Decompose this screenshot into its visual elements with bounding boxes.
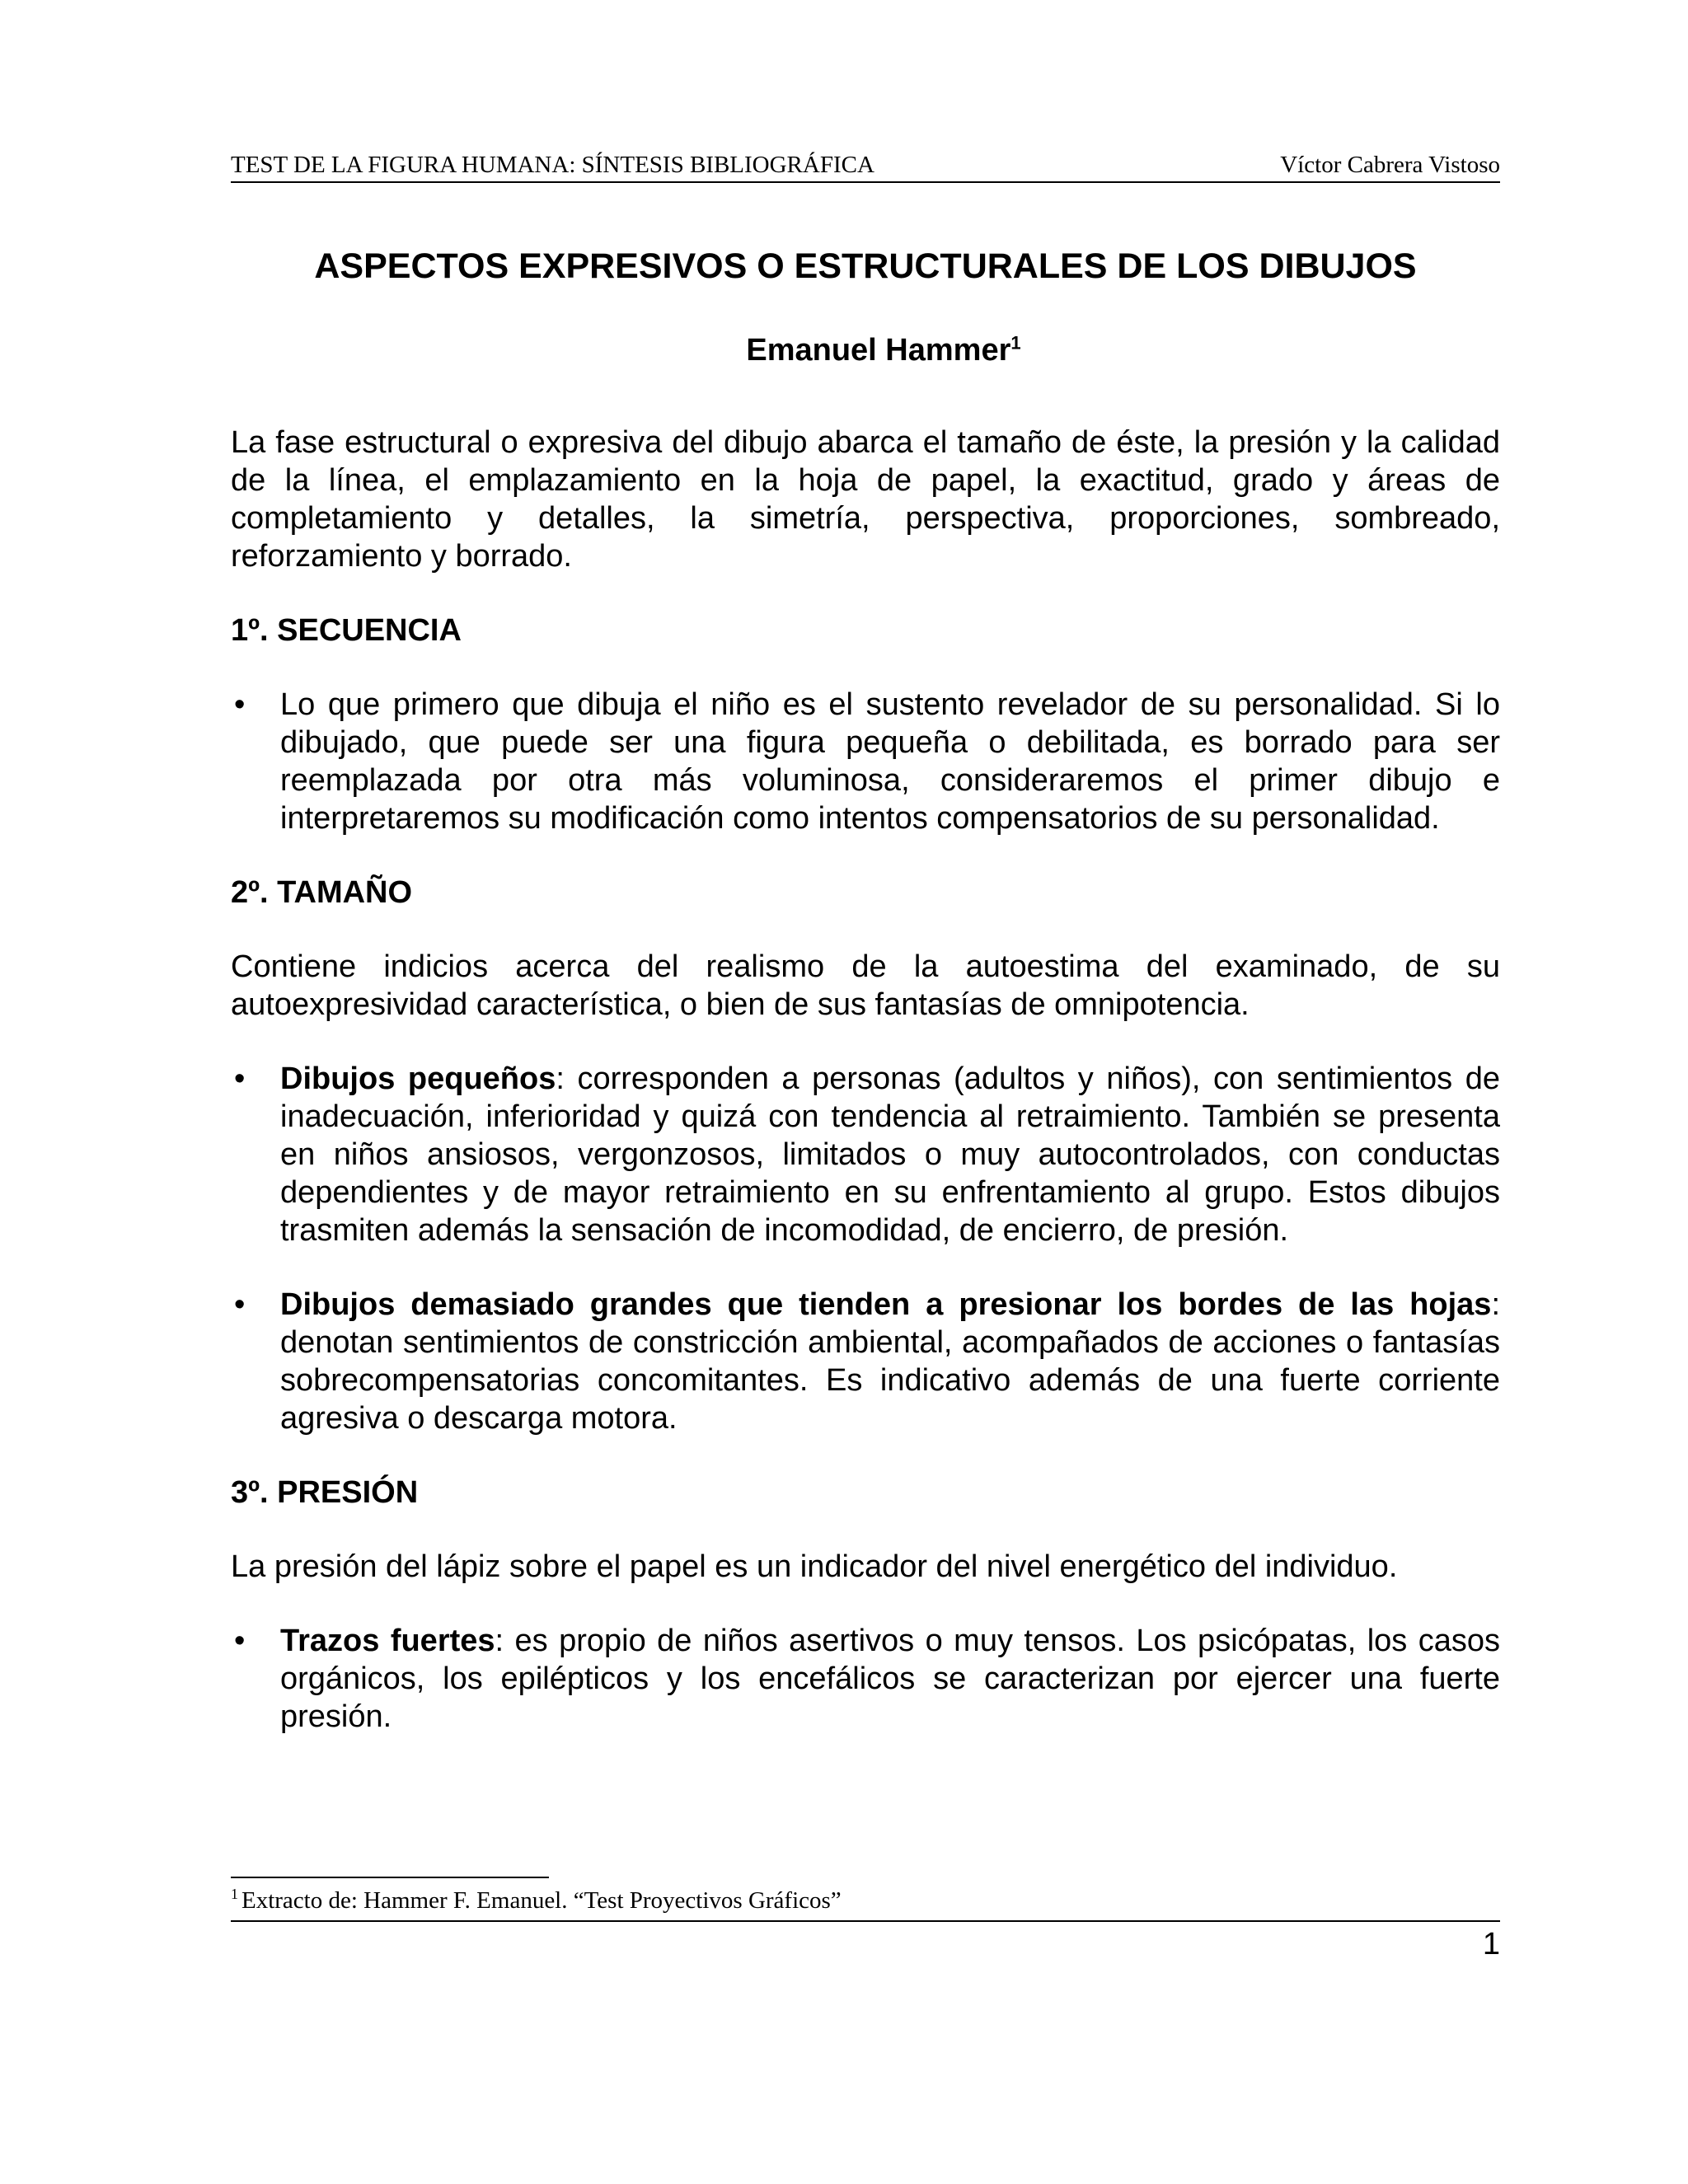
section-heading-tamano: 2º. TAMAÑO (231, 875, 413, 910)
bullet-term: Dibujos demasiado grandes que tienden a presionar los bordes de las hojas (280, 1287, 1492, 1322)
page-number: 1 (1482, 1927, 1500, 1961)
footer-divider (231, 1920, 1500, 1922)
list-item (231, 686, 1500, 837)
bullet-text: : es propio de niños asertivos o muy tensos. Los psicópatas, los casos orgánicos, los epilépticos y los encefálicos se caracterizan por ejercer una fuerte presión. (280, 1624, 1500, 1734)
bullet-icon: • (234, 1287, 246, 1322)
author-name: Emanuel Hammer (746, 333, 1011, 368)
bullet-icon: • (234, 1624, 246, 1658)
page-body (231, 244, 1500, 1772)
bullet-text: Lo que primero que dibuja el niño es el sustento revelador de su personalidad. Si lo dibujado, que puede ser una figura pequeña o debilitada, es borrado para ser reemplazada por otra más voluminosa, consideraremos el primer dibujo e interpretaremos su modificación como intentos compensatorios de su personalidad. (280, 687, 1500, 836)
section-heading-presion: 3º. PRESIÓN (231, 1475, 419, 1510)
document-title: ASPECTOS EXPRESIVOS O ESTRUCTURALES DE LOS DIBUJOS (314, 246, 1417, 286)
bullet-icon: • (234, 1062, 246, 1096)
intro-paragraph: La fase estructural o expresiva del dibujo abarca el tamaño de éste, la presión y la calidad de la línea, el emplazamiento en la hoja de papel, la exactitud, grado y áreas de completamiento y detalles, la simetría, perspectiva, proporciones, sombreado, reforzamiento y borrado. (231, 425, 1500, 574)
header-author: Víctor Cabrera Vistoso (1280, 152, 1500, 178)
bullet-term: Dibujos pequeños (280, 1062, 556, 1096)
list-item (231, 1060, 1500, 1249)
author-footnote-mark: 1 (1010, 332, 1021, 354)
header-title: TEST DE LA FIGURA HUMANA: SÍNTESIS BIBLIOGRÁFICA (231, 152, 874, 178)
list-item (231, 1286, 1500, 1437)
footnote (231, 1886, 1500, 1915)
tamano-intro-paragraph: Contiene indicios acerca del realismo de la autoestima del examinado, de su autoexpresividad característica, o bien de sus fantasías de omnipotencia. (231, 949, 1500, 1022)
bullet-text: : denotan sentimientos de constricción ambiental, acompañados de acciones o fantasías sobrecompensatorias concomitantes. Es indicativo además de una fuerte corriente agresiva o descarga motora. (280, 1287, 1500, 1436)
section-heading-secuencia: 1º. SECUENCIA (231, 613, 462, 648)
presion-intro-paragraph: La presión del lápiz sobre el papel es un indicador del nivel energético del individuo. (231, 1549, 1398, 1584)
footnote-mark: 1 (231, 1886, 238, 1903)
running-header (231, 152, 1500, 183)
footnote-text: Extracto de: Hammer F. Emanuel. “Test Proyectivos Gráficos” (241, 1887, 842, 1914)
document-author (267, 331, 1500, 369)
bullet-text: : corresponden a personas (adultos y niños), con sentimientos de inadecuación, inferioridad y quizá con tendencia al retraimiento. También se presenta en niños ansiosos, vergonzosos, limitados o muy autocontrolados, con conductas dependientes y de mayor retraimiento en su enfrentamiento al grupo. Estos dibujos trasmiten además la sensación de incomodidad, de encierro, de presión. (280, 1062, 1500, 1248)
bullet-term: Trazos fuertes (280, 1624, 495, 1658)
footnote-divider (231, 1877, 549, 1878)
bullet-icon: • (234, 687, 246, 722)
list-item (231, 1622, 1500, 1736)
